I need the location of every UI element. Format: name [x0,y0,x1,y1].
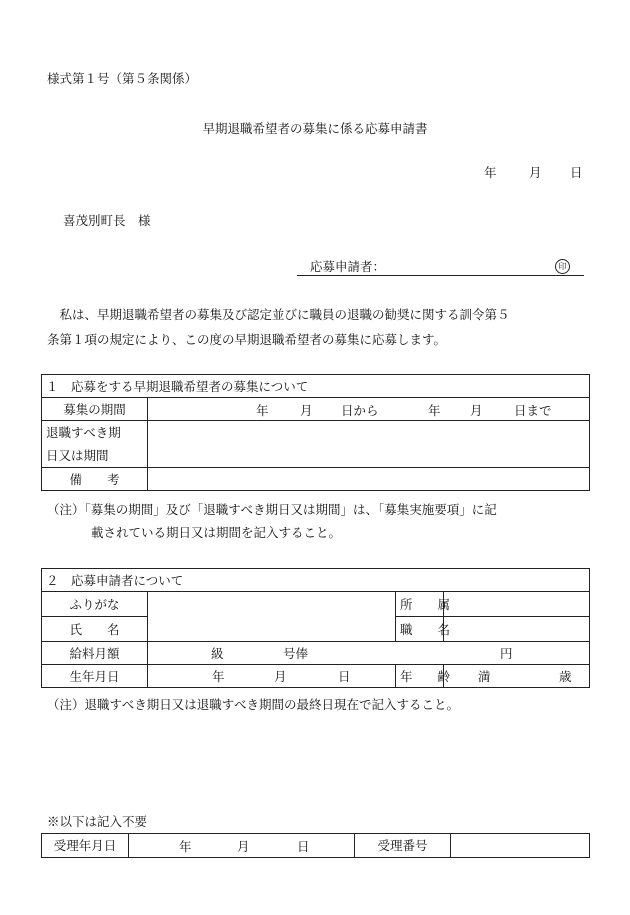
office-use-heading: ※以下は記入不要 [47,814,148,829]
date-year: 年 [484,165,497,180]
salary-yen: 円 [500,646,513,661]
section1-heading: １ 応募をする早期退職希望者の募集について [42,375,590,398]
salary-field[interactable] [148,642,590,665]
period-to-year: 年 [428,403,441,418]
name-field[interactable] [148,592,396,642]
applicant-label: 応募申請者： [310,259,386,274]
section1-table [41,374,590,491]
period-from-suffix: 日から [341,403,379,418]
received-date-field[interactable] [129,834,355,858]
retire-date-label-line2: 日又は期間 [46,448,109,463]
salary-label: 給料月額 [42,642,148,665]
affiliation-label: 所 属 [396,592,444,617]
birth-month: 月 [274,669,287,684]
received-date-label: 受理年月日 [42,834,129,858]
seal-mark: 印 [555,259,570,274]
remarks-label: 備 考 [42,468,148,491]
received-month: 月 [237,839,250,854]
birth-field[interactable] [148,665,396,688]
salary-grade: 級 [211,646,224,661]
received-number-label: 受理番号 [355,834,451,858]
age-field[interactable] [444,665,590,688]
affiliation-field[interactable] [444,592,590,617]
birth-day: 日 [338,669,351,684]
section2-note: （注）退職すべき期日又は退職すべき期間の最終日現在で記入すること。 [47,697,460,712]
period-from-year: 年 [256,403,269,418]
body-text-line-1: 私は、早期退職希望者の募集及び認定並びに職員の退職の勧奨に関する訓令第５ [47,307,510,322]
furigana-label: ふりがな [42,592,148,617]
section2-heading: ２ 応募申請者について [42,569,590,592]
age-label: 年 齢 [396,665,444,688]
period-to-suffix: 日まで [514,403,552,418]
period-from-month: 月 [300,403,313,418]
office-use-table [41,833,590,858]
retire-date-label [42,421,148,468]
received-number-field[interactable] [451,834,590,858]
section1-note-line-1: （注）「募集の期間」及び「退職すべき期日又は期間」は、「募集実施要項」に記 [47,502,497,517]
page-title: 早期退職希望者の募集に係る応募申請書 [202,121,428,136]
form-number: 様式第１号（第５条関係） [47,71,198,86]
retire-date-field[interactable] [148,421,590,468]
position-label: 職 名 [396,617,444,642]
remarks-field[interactable] [148,468,590,491]
received-year: 年 [179,839,192,854]
salary-step: 号俸 [283,646,309,661]
addressee: 喜茂別町長 様 [63,213,151,228]
received-day: 日 [297,839,310,854]
birth-label: 生年月日 [42,665,148,688]
age-full: 満 [478,669,491,684]
period-label: 募集の期間 [42,398,148,421]
date-month: 月 [529,165,542,180]
birth-year: 年 [212,669,225,684]
age-suffix: 歳 [559,669,572,684]
applicant-signature-line[interactable] [297,259,584,276]
body-text-line-2: 条第１項の規定により、この度の早期退職希望者の募集に応募します。 [47,332,447,347]
period-field[interactable] [148,398,590,421]
section2-table [41,568,590,688]
name-label: 氏 名 [42,617,148,642]
retire-date-label-line1: 退職すべき期 [46,425,121,440]
date-day: 日 [570,165,583,180]
section1-note-line-2: 載されている期日又は期間を記入すること。 [91,525,342,540]
period-to-month: 月 [470,403,483,418]
position-field[interactable] [444,617,590,642]
